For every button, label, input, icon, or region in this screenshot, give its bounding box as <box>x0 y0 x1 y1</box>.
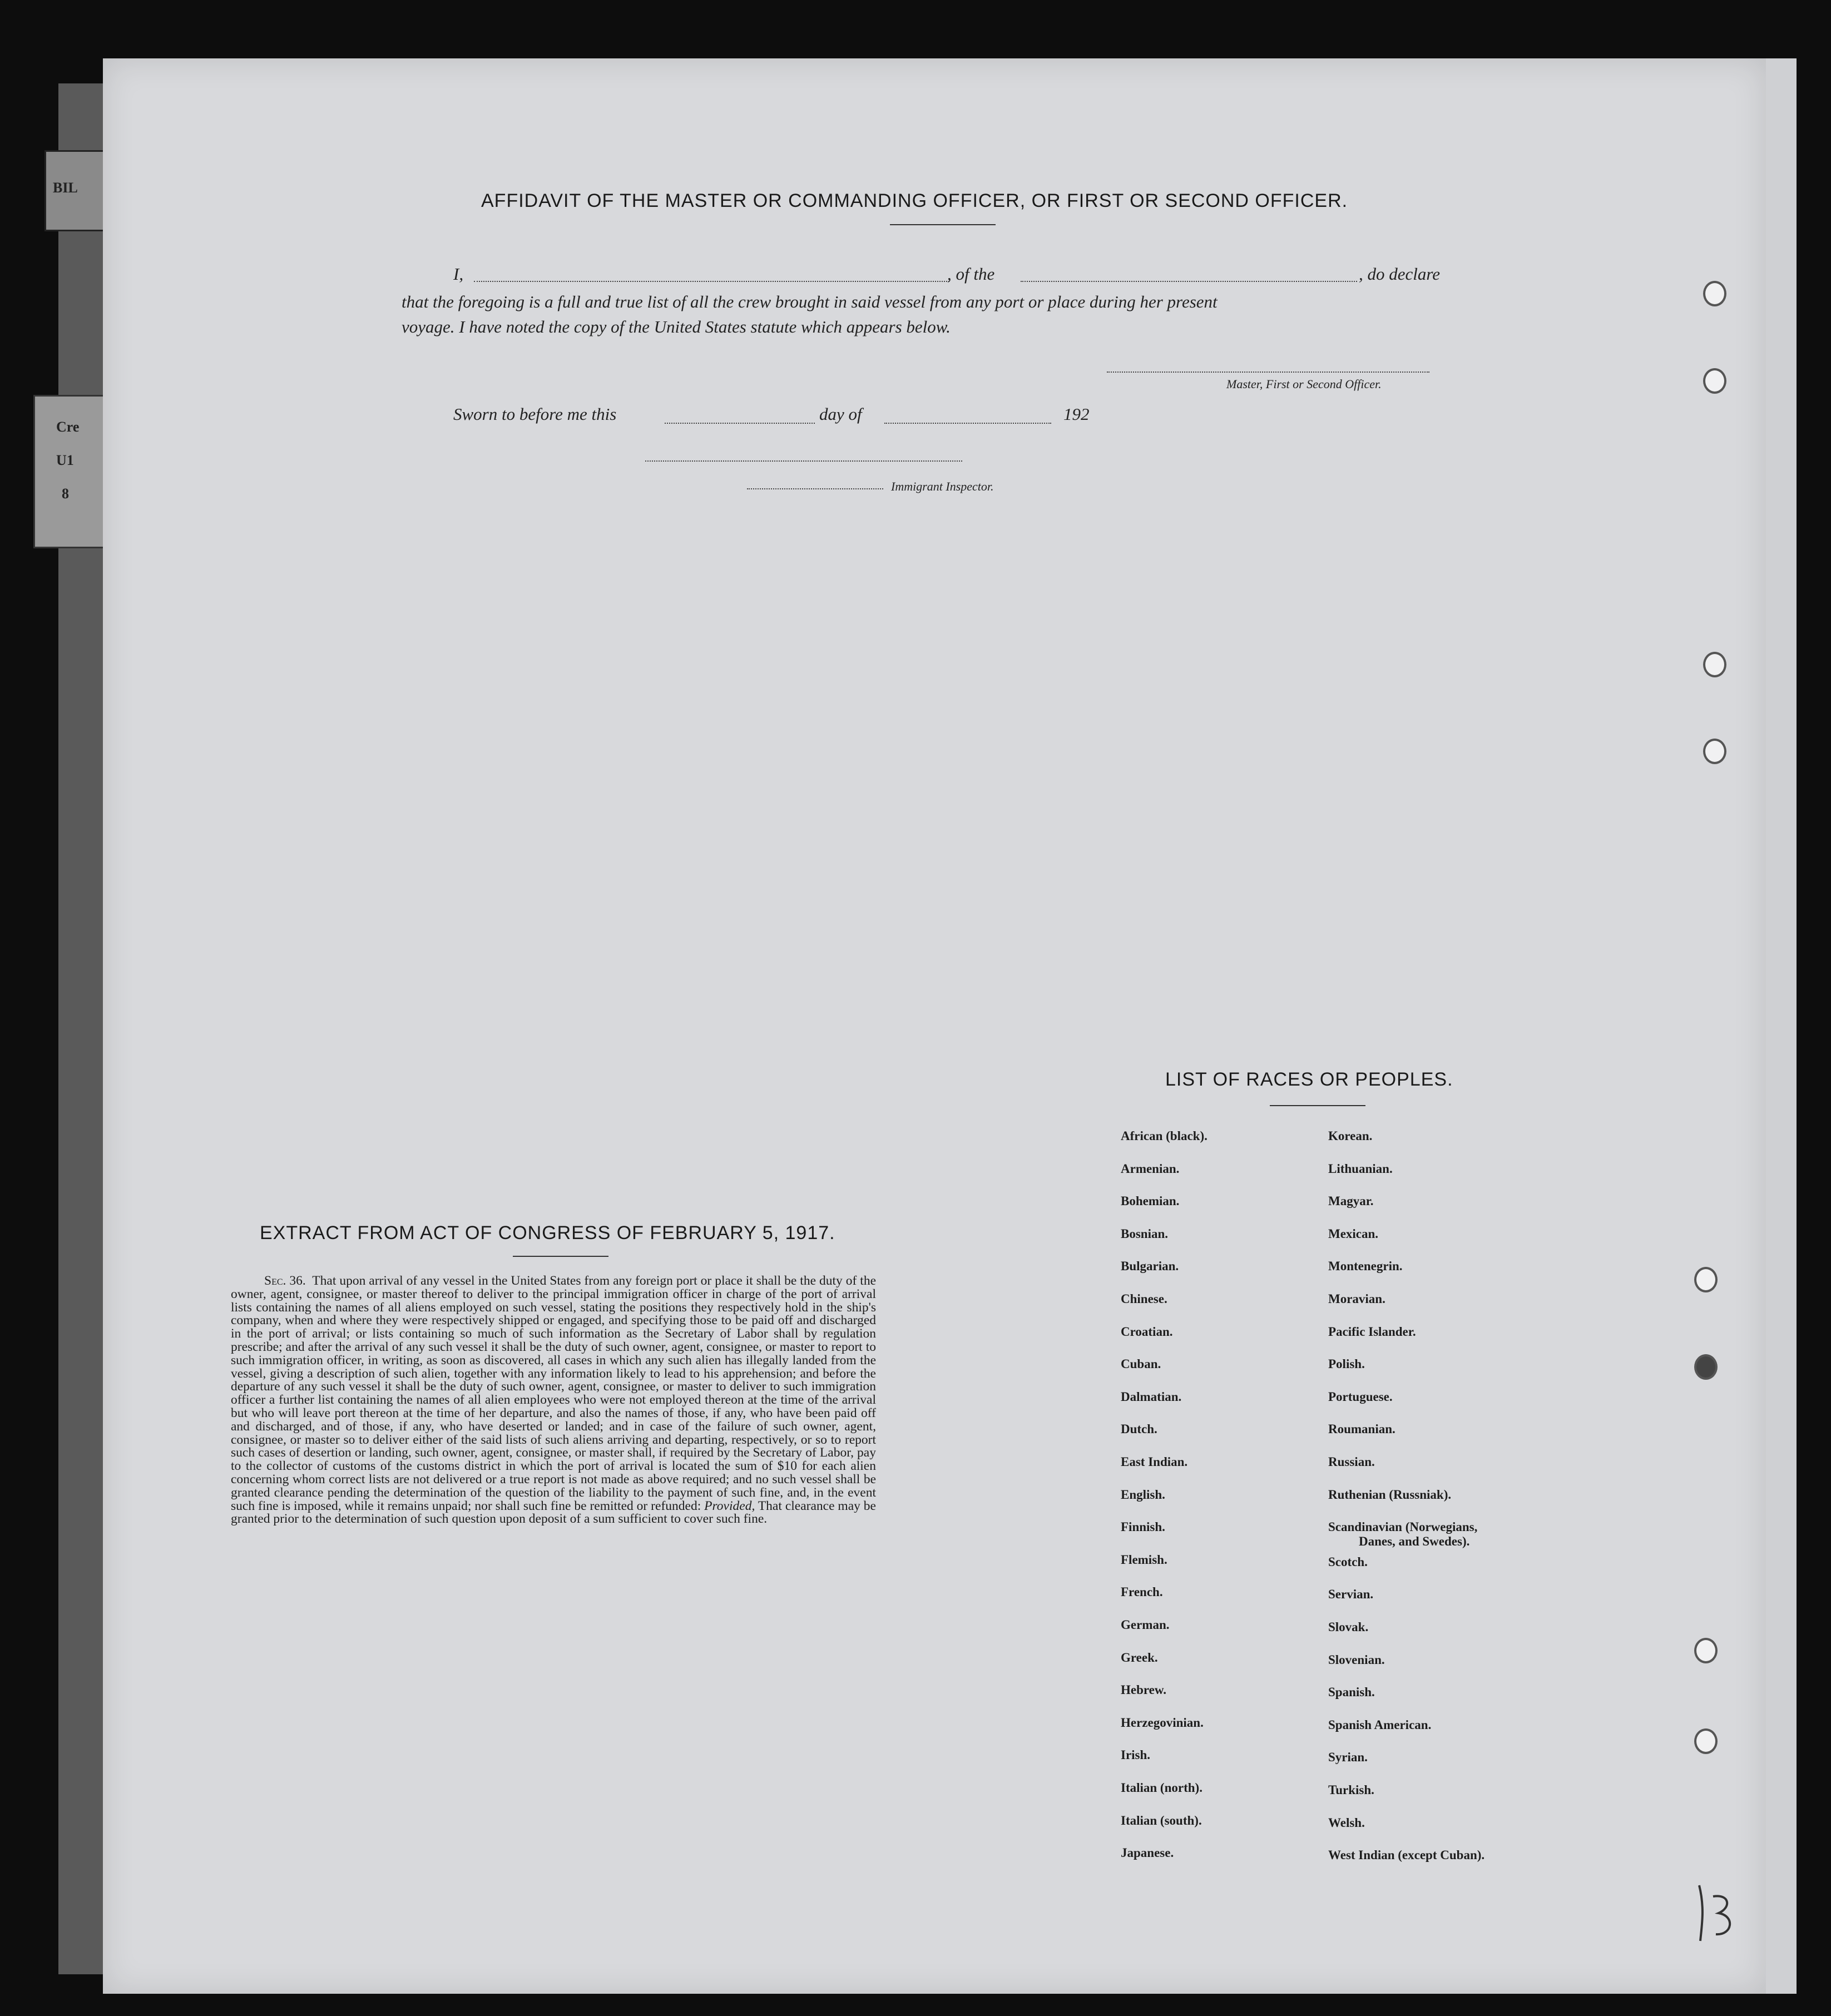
vessel-blank-line <box>1021 281 1357 282</box>
punch-hole <box>1703 652 1726 677</box>
margin-tab-label-2: U1 <box>56 452 74 468</box>
race-item: Chinese. <box>1121 1292 1167 1306</box>
race-item: Portuguese. <box>1328 1389 1393 1404</box>
race-item: Roumanian. <box>1328 1422 1395 1437</box>
punch-hole <box>1694 1728 1718 1754</box>
races-title: LIST OF RACES OR PEOPLES. <box>1165 1069 1453 1090</box>
inspector-signature-line-1 <box>645 460 962 462</box>
affidavit-of-the: , of the <box>947 264 995 284</box>
act-title: EXTRACT FROM ACT OF CONGRESS OF FEBRUARY 5, 1917. <box>260 1222 835 1244</box>
race-item: German. <box>1121 1618 1170 1632</box>
handwritten-page-mark <box>1688 1874 1738 1946</box>
sworn-year: 192 <box>1063 404 1090 424</box>
punch-hole <box>1703 739 1726 764</box>
race-item: Montenegrin. <box>1328 1259 1403 1274</box>
race-item: Bohemian. <box>1121 1194 1180 1208</box>
race-item: West Indian (except Cuban). <box>1328 1848 1485 1863</box>
margin-tab-label-3: 8 <box>62 486 69 502</box>
race-item: Spanish American. <box>1328 1717 1432 1732</box>
affidavit-line-2: that the foregoing is a full and true list of all the crew brought in said vessel from any port or place during her present <box>402 292 1218 311</box>
race-item: Spanish. <box>1328 1685 1375 1700</box>
master-signature-line <box>1107 372 1429 373</box>
race-item: Irish. <box>1121 1748 1151 1762</box>
race-item: Greek. <box>1121 1650 1158 1665</box>
race-item: Dalmatian. <box>1121 1389 1182 1404</box>
race-item: Finnish. <box>1121 1520 1165 1534</box>
race-item: Scandinavian (Norwegians, <box>1328 1520 1478 1534</box>
race-item-continuation: Danes, and Swedes). <box>1359 1534 1470 1549</box>
race-item: Italian (north). <box>1121 1781 1202 1795</box>
punch-hole <box>1694 1638 1718 1663</box>
affidavit-do-declare: , do declare <box>1359 264 1441 284</box>
inspector-signature-line-2 <box>747 488 883 489</box>
margin-tab-text: BIL <box>53 180 78 196</box>
act-body-main: That upon arrival of any vessel in the United States from any foreign port or place it shall be the duty of the owner, agent, consignee, or master thereof to deliver to the principal immigration officer in charge of the port of arrival lists containing the names of all aliens employed on such vessel, stating the positions they respectively hold in the ship's company, when and where they were respectively shipped or engaged, and specifying those to be paid off and discharged in the port of arrival; or lists containing so much of such information as the Secretary of Labor shall by regulation prescribe; and after the arrival of any such vessel it shall be the duty of such owner, agent, consignee, or master to report to such immigration officer, in writing, as soon as discovered, all cases in which any such alien has illegally landed from the vessel, giving a description of such alien, together with any information likely to lead to his apprehension; and before the departure of any such vessel it shall be the duty of such owner, agent, consignee, or master to deliver to such immigration officer a further list containing the names of all alien employees who were not employed thereon at the time of the arrival but who will leave port thereon at the time of her departure, and also the names of those, if any, who have been paid off and discharged, and of those, if any, who have deserted or landed; and in case of the failure of such owner, agent, consignee, or master so to deliver either of the said lists of such aliens arriving and departing, respectively, or so to report such cases of desertion or landing, such owner, agent, consignee, or master shall, if required by the Secretary of Labor, pay to the collector of customs of the customs district in which the port of arrival is located the sum of $10 for each alien concerning whom correct lists are not delivered or a true report is not made as above required; and no such vessel shall be granted clearance pending the determination of the question of the liability to the payment of such fine, and, in the event such fine is imposed, while it remains unpaid; nor shall such fine be remitted or refunded: <box>231 1274 877 1513</box>
races-title-underline <box>1270 1105 1365 1106</box>
race-item: Welsh. <box>1328 1815 1365 1830</box>
race-item: Herzegovinian. <box>1121 1715 1204 1730</box>
race-item: Bosnian. <box>1121 1226 1169 1241</box>
sworn-day-of: day of <box>819 404 862 424</box>
affidavit-i: I, <box>453 264 464 284</box>
punch-hole <box>1694 1267 1718 1292</box>
act-body-end: That clearance may be granted prior to the determination of such question upon deposit of a sum sufficient to cover such fine. <box>231 1498 876 1527</box>
name-blank-line <box>474 281 949 282</box>
race-item: Croatian. <box>1121 1324 1173 1339</box>
race-item: Russian. <box>1328 1455 1375 1469</box>
race-item: Japanese. <box>1121 1846 1174 1860</box>
race-item: East Indian. <box>1121 1455 1188 1469</box>
race-item: Hebrew. <box>1121 1683 1166 1697</box>
sworn-day-line <box>665 423 815 424</box>
race-item: Bulgarian. <box>1121 1259 1179 1274</box>
race-item: Polish. <box>1328 1357 1365 1371</box>
provided-term: Provided, <box>704 1498 755 1513</box>
binding-edge <box>58 83 103 1974</box>
race-item: Armenian. <box>1121 1161 1180 1176</box>
race-item: French. <box>1121 1585 1163 1599</box>
race-item: Syrian. <box>1328 1750 1368 1765</box>
race-item: Lithuanian. <box>1328 1161 1393 1176</box>
punch-hole <box>1703 368 1726 394</box>
race-item: Slovak. <box>1328 1620 1369 1634</box>
section-label: Sec. 36. <box>264 1274 306 1288</box>
page-edge-strip <box>1766 58 1797 1994</box>
race-item: Servian. <box>1328 1587 1374 1602</box>
punch-hole <box>1703 281 1726 306</box>
race-item: Mexican. <box>1328 1226 1379 1241</box>
sworn-month-line <box>884 423 1051 424</box>
master-caption: Master, First or Second Officer. <box>1226 377 1382 391</box>
race-item: Korean. <box>1328 1129 1373 1143</box>
race-item: Magyar. <box>1328 1194 1374 1208</box>
document-page <box>103 58 1766 1994</box>
race-item: Pacific Islander. <box>1328 1324 1416 1339</box>
margin-tab <box>44 150 106 231</box>
race-item: Turkish. <box>1328 1783 1374 1797</box>
race-item: African (black). <box>1121 1129 1208 1143</box>
act-section-36 <box>231 1275 876 1526</box>
title-underline <box>890 224 996 225</box>
affidavit-line-3: voyage. I have noted the copy of the United States statute which appears below. <box>402 317 951 336</box>
race-item: Moravian. <box>1328 1292 1385 1306</box>
inspector-caption: Immigrant Inspector. <box>891 479 994 493</box>
race-item: Ruthenian (Russniak). <box>1328 1487 1452 1502</box>
margin-tab-label-1: Cre <box>56 419 80 435</box>
affidavit-title: AFFIDAVIT OF THE MASTER OR COMMANDING OFFICER, OR FIRST OR SECOND OFFICER. <box>481 190 1348 211</box>
race-item: Scotch. <box>1328 1554 1368 1569</box>
race-item: English. <box>1121 1487 1165 1502</box>
race-item: Slovenian. <box>1328 1652 1385 1667</box>
sworn-text: Sworn to before me this <box>453 404 617 424</box>
punch-hole <box>1694 1354 1718 1380</box>
race-item: Dutch. <box>1121 1422 1157 1437</box>
margin-tab-lower <box>33 395 106 548</box>
race-item: Flemish. <box>1121 1552 1167 1567</box>
race-item: Cuban. <box>1121 1357 1161 1371</box>
race-item: Italian (south). <box>1121 1813 1202 1827</box>
act-title-underline <box>513 1256 608 1257</box>
